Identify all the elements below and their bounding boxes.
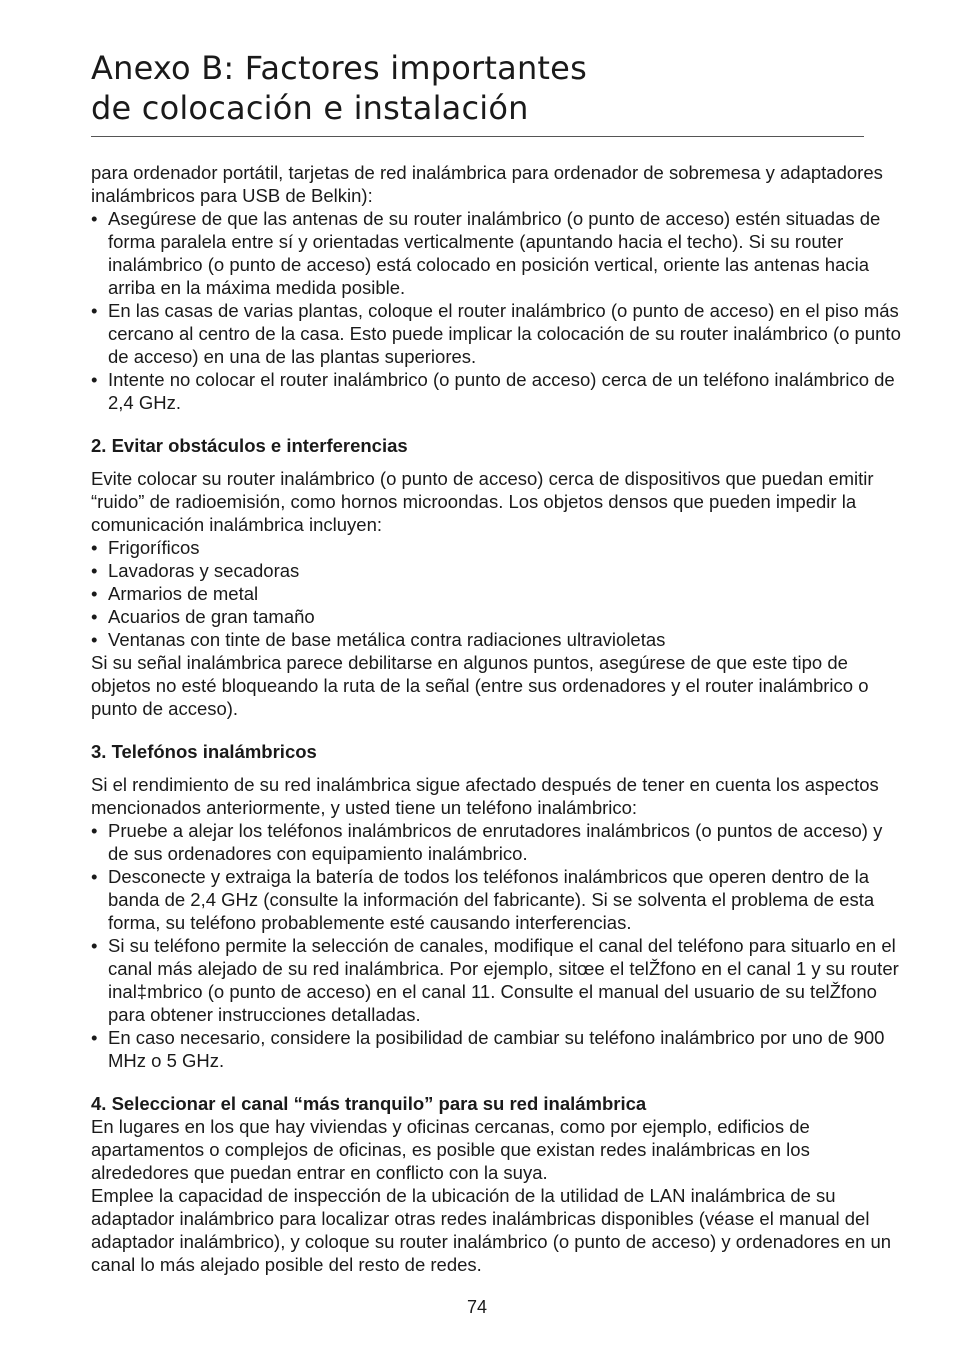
section-3-bullet-list <box>91 819 906 1072</box>
section-2-closing: Si su señal inalámbrica parece debilitarse en algunos puntos, asegúrese de que este tipo de objetos no esté bloqueando la ruta de la señal (entre sus ordenadores y el router inalámbrico o punto de acceso). <box>91 652 869 719</box>
list-item: • Intente no colocar el router inalámbrico (o punto de acceso) cerca de un teléfono inalámbrico de 2,4 GHz. <box>91 368 906 414</box>
page-body <box>91 161 906 1276</box>
list-item: • Ventanas con tinte de base metálica contra radiaciones ultravioletas <box>91 628 906 651</box>
list-item: • Si su teléfono permite la selección de canales, modifique el canal del teléfono para situarlo en el canal más alejado de su red inalámbrica. Por ejemplo, sitœe el telŽfono en el canal 1 y su router inal‡mbrico (o punto de acceso) en el canal 11. Consulte el manual del usuario de su telŽfono para obtener instrucciones detalladas. <box>91 934 906 1026</box>
page-title-line-1: Anexo B: Factores importantes <box>91 49 587 87</box>
list-item: • Desconecte y extraiga la batería de todos los teléfonos inalámbricos que operen dentro de la banda de 2,4 GHz (consulte la información del fabricante). Si se solventa el problema de esta forma, su teléfono probablemente esté causando interferencias. <box>91 865 906 934</box>
title-divider <box>91 136 864 137</box>
section-4-paragraph-2: Emplee la capacidad de inspección de la ubicación de la utilidad de LAN inalámbrica de su adaptador inalámbrico para localizar otras redes inalámbricas disponibles (véase el manual del adaptador inalámbrico), y coloque su router inalámbrico (o punto de acceso) y ordenadores en un canal lo más alejado posible del resto de redes. <box>91 1185 892 1275</box>
list-item: • Armarios de metal <box>91 582 906 605</box>
section-3-text: Si el rendimiento de su red inalámbrica sigue afectado después de tener en cuenta los aspectos mencionados anteriormente, y usted tiene un teléfono inalámbrico: <box>91 774 879 818</box>
page-number: 74 <box>466 1297 488 1317</box>
list-item: • En caso necesario, considere la posibilidad de cambiar su teléfono inalámbrico por uno de 900 MHz o 5 GHz. <box>91 1026 906 1072</box>
intro-bullet-list <box>91 207 906 414</box>
page-title-line-2: de colocación e instalación <box>91 89 529 127</box>
section-3-heading: 3. Telefónos inalámbricos <box>91 741 317 762</box>
list-item: • Frigoríficos <box>91 536 906 559</box>
section-2-heading: 2. Evitar obstáculos e interferencias <box>91 435 408 456</box>
list-item: • En las casas de varias plantas, coloque el router inalámbrico (o punto de acceso) en el piso más cercano al centro de la casa. Esto puede implicar la colocación de su router inalámbrico (o punto de acceso) en una de las plantas superiores. <box>91 299 906 368</box>
page-title <box>91 48 871 128</box>
list-item: • Acuarios de gran tamaño <box>91 605 906 628</box>
section-2-text: Evite colocar su router inalámbrico (o punto de acceso) cerca de dispositivos que puedan emitir “ruido” de radioemisión, como hornos microondas. Los objetos densos que pueden impedir la comunicación inalámbrica incluyen: <box>91 468 874 535</box>
intro-text: para ordenador portátil, tarjetas de red inalámbrica para ordenador de sobremesa y adaptadores inalámbricos para USB de Belkin): <box>91 162 883 206</box>
section-2-bullet-list <box>91 536 906 651</box>
section-4-heading: 4. Seleccionar el canal “más tranquilo” para su red inalámbrica <box>91 1093 647 1114</box>
list-item: • Lavadoras y secadoras <box>91 559 906 582</box>
list-item: • Pruebe a alejar los teléfonos inalámbricos de enrutadores inalámbricos (o puntos de acceso) y de sus ordenadores con equipamiento inalámbrico. <box>91 819 906 865</box>
section-4-paragraph-1: En lugares en los que hay viviendas y oficinas cercanas, como por ejemplo, edificios de apartamentos o complejos de oficinas, es posible que existan redes inalámbricas en los alrededores que puedan entrar en conflicto con la suya. <box>91 1116 810 1183</box>
list-item: • Asegúrese de que las antenas de su router inalámbrico (o punto de acceso) estén situadas de forma paralela entre sí y orientadas verticalmente (apuntando hacia el techo). Si su router inalámbrico (o punto de acceso) está colocado en posición vertical, oriente las antenas hacia arriba en la máxima medida posible. <box>91 207 906 299</box>
